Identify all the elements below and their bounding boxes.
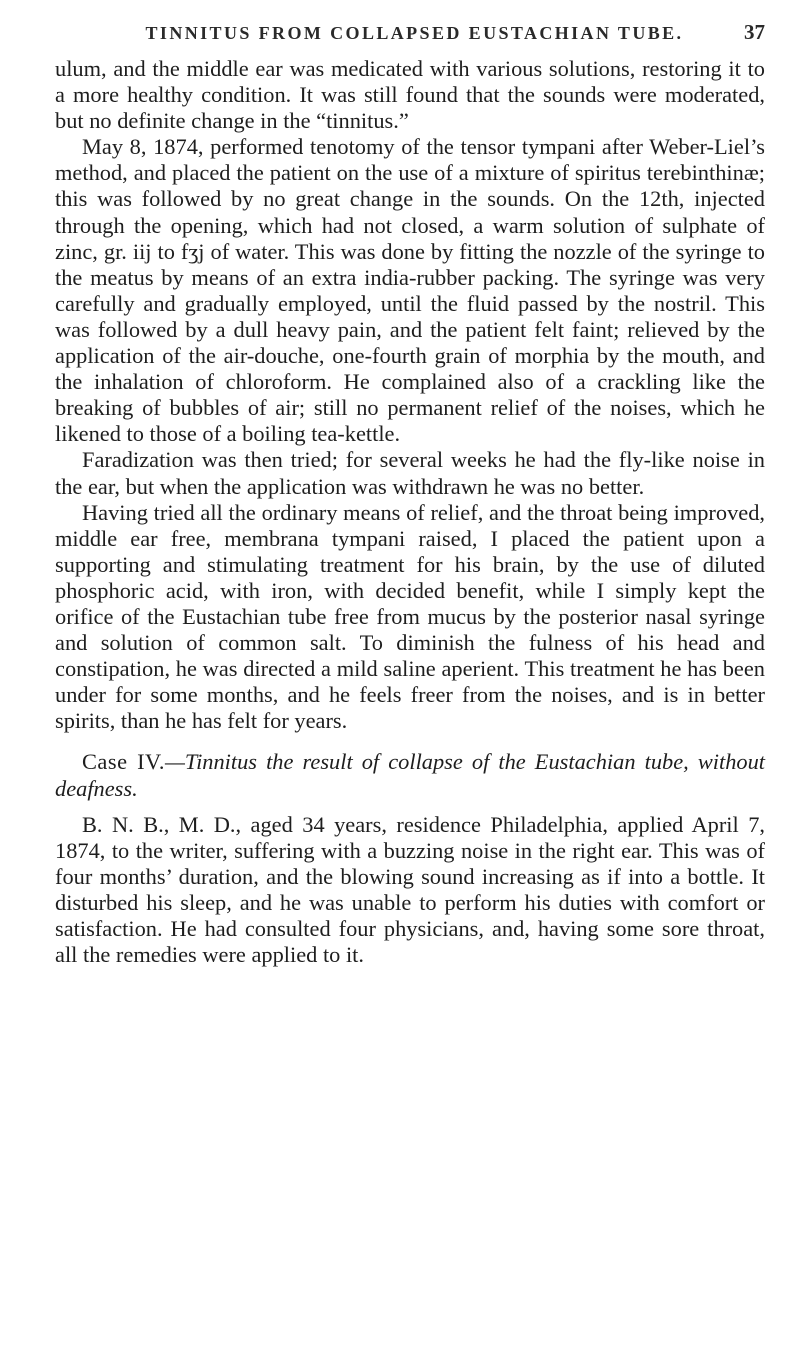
paragraph-faradization: Faradization was then tried; for several weeks he had the fly-like noise in the ear, but when the application was withdrawn he was no better. — [55, 447, 765, 499]
paragraph-treatment: Having tried all the ordinary means of relief, and the throat being improved, middle ear free, membrana tympani raised, I placed the patient upon a supporting and stimulating treatment for his brain, by the use of diluted phosphoric acid, with iron, with decided benefit, while I simply kept the orifice of the Eustachian tube free from mucus by the posterior nasal syringe and solution of common salt. To diminish the fulness of his head and constipation, he was directed a mild saline aperient. This treatment he has been under for some months, and he feels freer from the noises, and is in better spirits, than he has felt for years. — [55, 499, 765, 734]
running-title: TINNITUS FROM COLLAPSED EUSTACHIAN TUBE. — [145, 23, 684, 43]
page-number: 37 — [744, 20, 765, 44]
paragraph-tenotomy: May 8, 1874, performed tenotomy of the tensor tympani after Weber-Liel’s method, and placed the patient on the use of a mixture of spiritus terebinthinæ; this was followed by no great change in the sounds. On the 12th, injected through the opening, which had not closed, a warm solution of sulphate of zinc, gr. iij to fʒj of water. This was done by fitting the nozzle of the syringe to the meatus by means of an extra india-rubber packing. The syringe was very carefully and gradually employed, until the fluid passed by the nostril. This was followed by a dull heavy pain, and the patient felt faint; relieved by the application of the air-douche, one-fourth grain of morphia by the mouth, and the inhalation of chloroform. He complained also of a crackling like the breaking of bubbles of air; still no permanent relief of the noises, which he likened to those of a boiling tea-kettle. — [55, 134, 765, 447]
running-head — [55, 20, 765, 45]
paragraph-continuation: ulum, and the middle ear was medicated with various solutions, restoring it to a more healthy condition. It was still found that the sounds were moderated, but no definite change in the “tinnitus.” — [55, 56, 765, 134]
case-label: Case IV. — [82, 749, 165, 775]
paragraph-case-history: B. N. B., M. D., aged 34 years, residence Philadelphia, applied April 7, 1874, to the writer, suffering with a buzzing noise in the right ear. This was of four months’ duration, and the blowing sound increasing as if into a bottle. It disturbed his sleep, and he was unable to perform his duties with comfort or satisfaction. He had consulted four physicians, and, having some sore throat, all the remedies were applied to it. — [55, 811, 765, 968]
case-heading — [55, 749, 765, 801]
page-body — [55, 56, 765, 968]
case-title: —Tinnitus the result of collapse of the Eustachian tube, without deafness. — [55, 749, 766, 801]
